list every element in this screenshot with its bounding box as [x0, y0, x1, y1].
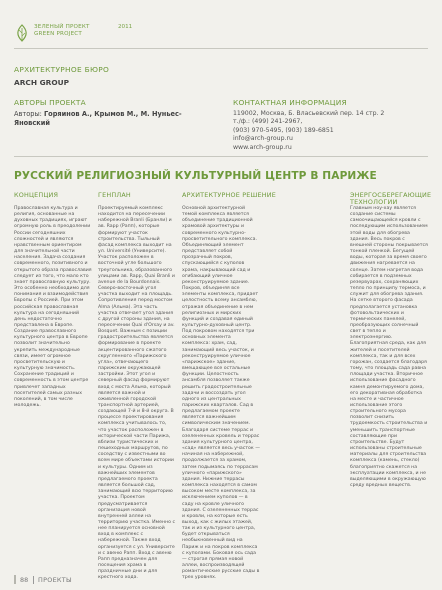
column-heading: ЭНЕРГОСБЕРЕГАЮЩИЕ ТЕХНОЛОГИИ	[350, 191, 432, 207]
top-divider	[14, 48, 428, 49]
page-number: 88	[20, 576, 29, 584]
bureau-name: ARCH GROUP	[14, 78, 70, 87]
column-text: Главным ноу-хау является создание системы самоочищающейся кровли с последующим использованием этой воды для обогрева здания. Весь покров с внешней стороны покрывается тонкой пленкой. Бегущей воды, которая за время своего движения нагревается на солнце. Затем нагретая вода собирается в подземных резервуарах, сохраняющих тепло по принципу термоса, и служит для обогрева здания. На сетке второго фасада предполагается установка фотовольтаических и термических панелей, преобразующих солнечный свет в тепло и электроэнергию. Благоприятная среда, как для жителей и посетителей комплекса, так и для всех горожан, создается благодаря тому, что площадь сада равна площади участка. Вторичное использование фасадного камня демонтируемого дома, его декоративная обработка на месте и частичное использование этого строительного мусора позволит снизить трудоемкость строительства и уменьшить транспортные составляющие при строительстве. Будут использованы строительные материалы для строительства комплекса (камень, стекло) благоприятно скажется на эксплуатации комплекса, и не выделяющими в окружающую среду вредных веществ.	[350, 206, 428, 489]
contact-address: 119002, Москва, Б. Власьевский пер. 14 стр. 2	[233, 110, 385, 117]
footer-separator	[33, 576, 34, 584]
column-heading: АРХИТЕКТУРНОЕ РЕШЕНИЕ	[182, 191, 277, 199]
contact-website[interactable]: www.arch-group.ru	[233, 143, 292, 151]
column-concept	[14, 192, 92, 409]
authors-names: Горяинов А., Крымов М., М. Нуньес-Яновский	[14, 110, 182, 127]
contact-label: КОНТАКТНАЯ ИНФОРМАЦИЯ	[233, 98, 347, 107]
column-energy	[266, 191, 432, 489]
column-text: Православная культура и религия, основанные на духовных традициях, играют огромную роль в преодолении России сегодняшних сложностей и являются нравственным ориентиром для значительной части населения. Задача создания современного, позитивного и открытого образа православия следует из того, что мало кто знает православную культуру. Это особенно необходимо для понимания и взаимодействия Европы с Россией. При этом российская православная культура на сегодняшний день недостаточно представлена в Европе. Создание православного культурного центра в Европе позволит значительно укрепить международные связи, имеет огромное просветительскую и культурную значимость. Сохранение традиций и современность в этом центре привлечет западных посетителей самых разных поколений, в том числе молодежь.	[14, 206, 92, 408]
column-heading: ГЕНПЛАН	[98, 191, 131, 199]
section-name: ПРОЕКТЫ	[38, 576, 72, 584]
column-architecture	[182, 191, 277, 582]
article-title: РУССКИЙ РЕЛИГИОЗНЫЙ КУЛЬТУРНЫЙ ЦЕНТР В ПАРИЖЕ	[14, 170, 377, 182]
contact-mobile: (903) 970-5495, (903) 189-6851	[233, 126, 334, 134]
leaf-logo-icon	[14, 24, 30, 42]
contact-email[interactable]: info@arch-group.ru	[233, 135, 293, 143]
badge-line-en: GREEN PROJECT	[34, 31, 83, 37]
contact-info	[233, 110, 433, 152]
badge-line-ru: ЗЕЛЕНЫЙ ПРОЕКТ	[34, 24, 90, 30]
footer-marker	[14, 575, 16, 584]
column-heading: КОНЦЕПЦИЯ	[14, 191, 59, 199]
authors-prefix: Авторы:	[14, 110, 44, 118]
column-text: Основной архитектурной темой комплекса является объединение традиционной храмовой архитектуры и современного культурно-просветительного комплекса. Объединяющий элемент представляет собой прозрачный покров, спускающийся с куполов храма, накрывающий сад и огибающий уличное реконструируемое здание. Покров, объединяя все элементы комплекса, придает целостность всему ансамблю, отражая объединение в нем религиозных и мирских функций и создавая единый культурно-духовный центр. Под покровом находятся три основных элемента комплекса: храм, сад, занимающий весь участок, и реконструируемое уличное «парижское» здание, вмещающее все остальные функции. Целостность ансамбля позволяет также решить градостроительные задачи и воссоздать угол одного из центральных парижских кварталов. Сад в предлагаемом проекте является важнейшим символическим значением. Благодаря системе террас и озелененных кровель и террас здания культурного центра, «сад» является весь участок — начиная на набережной, продолжается за храмом, затем подымаясь по террасам уличного «парижского» здания. Нижние террасы комплекса находятся в самом высоком месте комплекса, за исключением куполов — в саду на кровле уличного здания. С озелененных террас и кровли, на которые есть выход, как с жилых этажей, так и из культурного центра, будет открываться необыкновенный вид на Париж и на покров комплекса с куполами. Боковая ось сада — строгая прямая новой аллеи, воспроизводящей романтические русские сады в трех уровнях.	[182, 206, 260, 581]
column-masterplan	[98, 192, 176, 582]
badge-year: 2011	[118, 24, 133, 30]
contact-phone: т./ф.: (499) 241-2967,	[233, 118, 303, 126]
authors-label: АВТОРЫ ПРОЕКТА	[14, 98, 86, 107]
column-text: Проектируемый комплекс находится на пересечении набережной Branli (Бранли) и ав. Rapp (Рапп), которые формируют участок строительства. Тыльный фасад комплекса выходит на ул. Université (Университе). Участок расположен в восточной угле большого треугольника, образованного улицами ав. Rapp, Quai Branli и avenue de la Bourdonnais. Северо-восточный угол участка выходит на площадь. Сопротивления перед мостом Alma (Альма). Эта часть участка отвечает угол здания с другой стороны здания, на пересечении Quai d'Orsay и av. Bosquet. Важным с позиции градостроительства является формирование в проекте акцентированного сжатого скругленного «Парижского угла», отвечающего парижским окружающей застройки. Этот угол и северный фасад формируют вход с моста Альма, который является важной и оживленной городской транспортной артерией, создающей 7-й и 8-й округа. В процессе проектирования комплекса учитывалось то, что участок расположен в исторической части Парижа, вблизи туристических и пешеходных маршрутов, по соседству с известными во всем мире объектами истории и культуры. Одним из важнейших элементов предлагаемого проекта является большой сад, занимающий всю территорию участка. Проектом предусматривается организация новой внутренней аллеи на территорию участка. Именно с нее планируется основной вход в комплекс с набережной. Также вход организуется с ул. Университе и с авеню Рапп. Вход с авеню Рапп предназначен для посещения храма в праздничные дни и для крестного хода.	[98, 206, 176, 581]
authors-text	[14, 110, 214, 127]
middle-divider	[14, 156, 428, 157]
green-project-badge	[14, 24, 90, 42]
bureau-label: АРХИТЕКТУРНОЕ БЮРО	[14, 65, 110, 74]
